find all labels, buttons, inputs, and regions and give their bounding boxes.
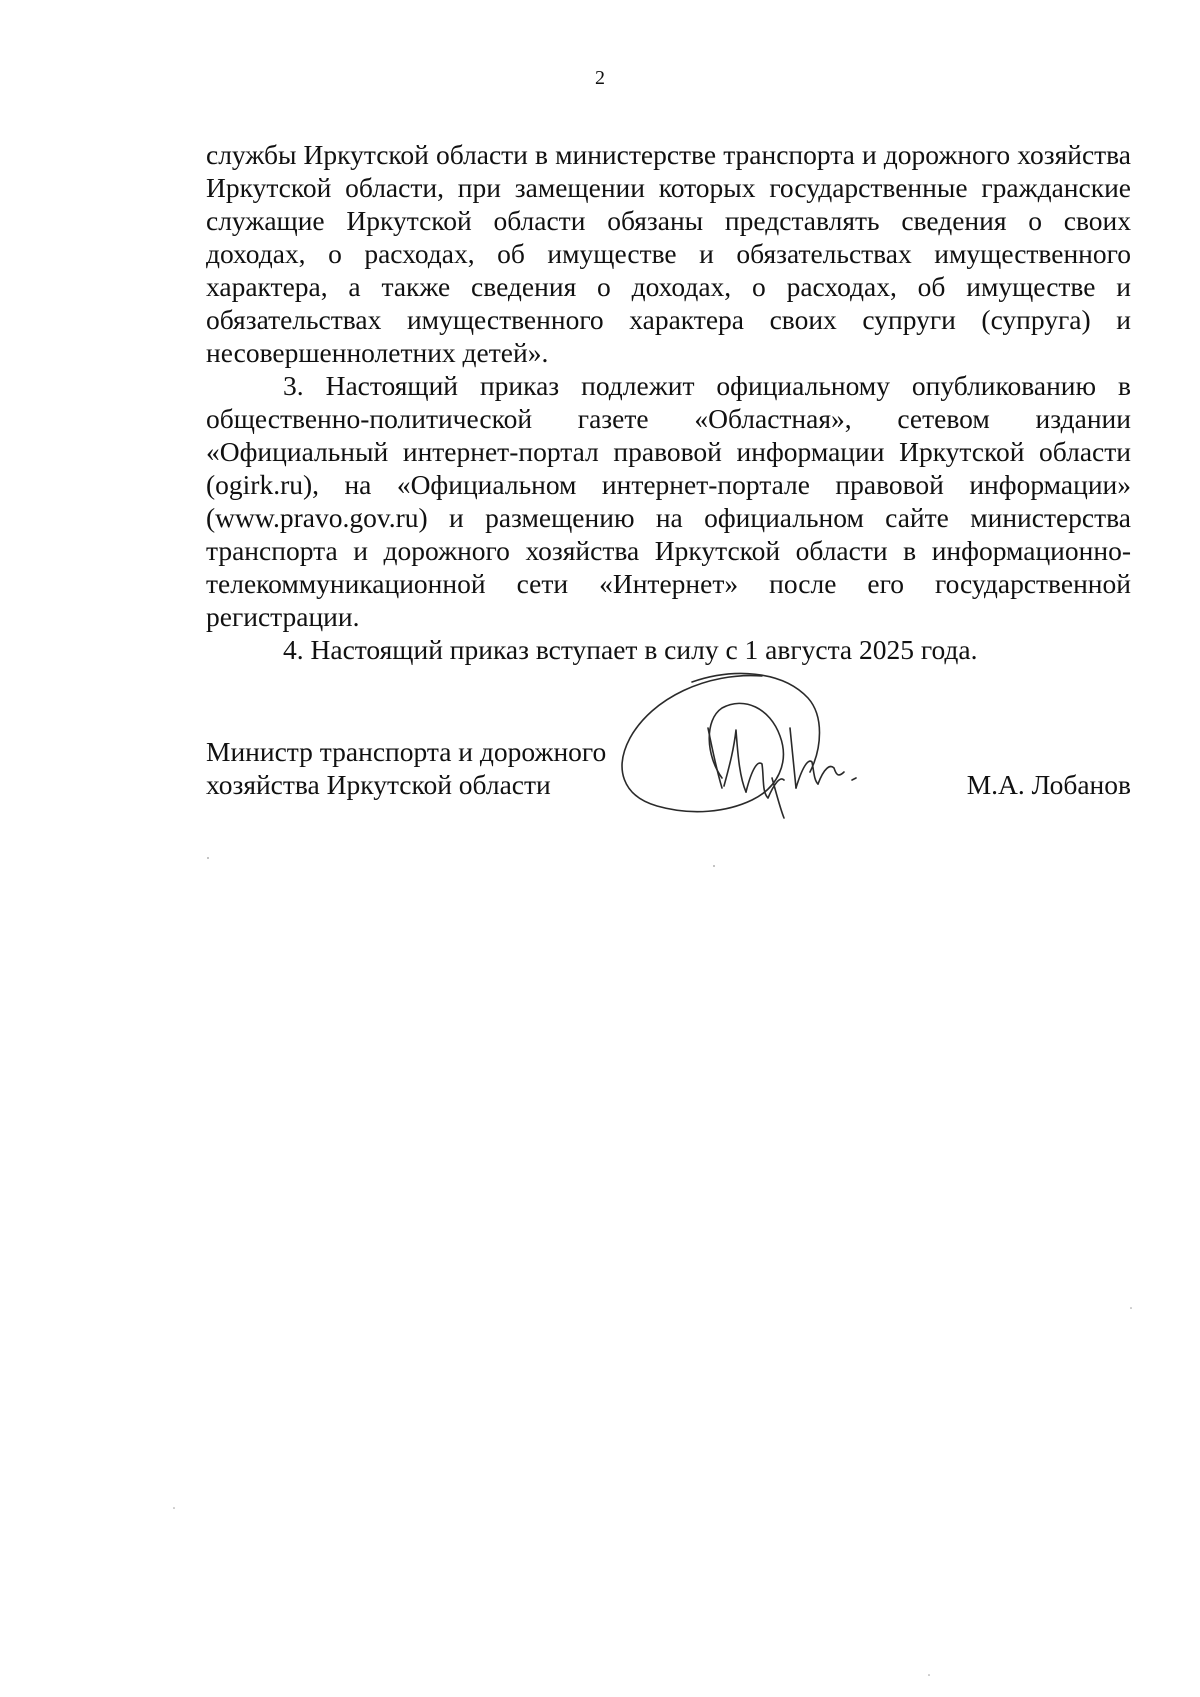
document-body [206, 138, 1131, 666]
page-number: 2 [595, 67, 605, 89]
paragraph-item-3: 3. Настоящий приказ подлежит официальному опубликованию в общественно-политической газете «Областная», сетевом издании «Официальный интернет-портал правовой информации Иркутской области (ogirk.ru), на «Официальном интернет-портале правовой информации» (www.pravo.gov.ru) и размещению на официальном сайте министерства транспорта и дорожного хозяйства Иркутской области в информационно-телекоммуникационной сети «Интернет» после его государственной регистрации. [206, 370, 1131, 632]
signer-title-line-1: Министр транспорта и дорожного [206, 736, 607, 767]
paragraph-continuation: службы Иркутской области в министерстве транспорта и дорожного хозяйства Иркутской области, при замещении которых государственные гражданские служащие Иркутской области обязаны представлять сведения о своих доходах, о расходах, об имуществе и обязательствах имущественного характера, а также сведения о доходах, о расходах, об имуществе и обязательствах имущественного характера своих супруги (супруга) и несовершеннолетних детей». [206, 139, 1131, 368]
paragraph-item-4: 4. Настоящий приказ вступает в силу с 1 августа 2025 года. [283, 634, 978, 665]
signer-title [206, 735, 646, 801]
signer-name: М.А. Лобанов [966, 769, 1131, 800]
signature-block [206, 735, 1131, 805]
signer-title-line-2: хозяйства Иркутской области [206, 769, 551, 800]
